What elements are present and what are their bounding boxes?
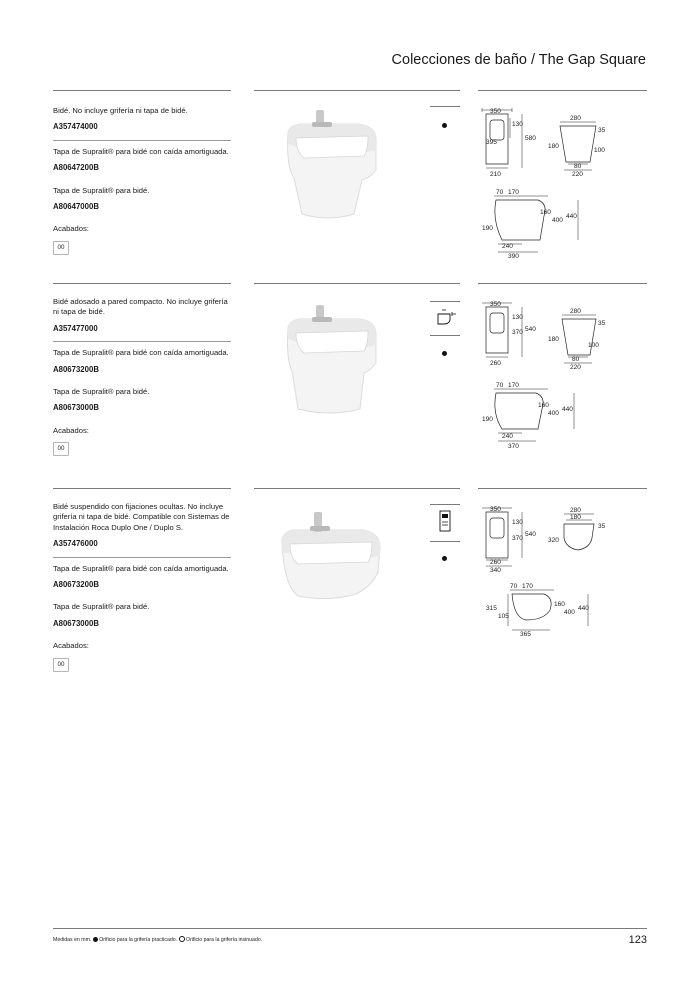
dim-label: 440: [562, 406, 573, 413]
accessory-code: A80673000B: [53, 618, 99, 628]
divider: [53, 341, 231, 342]
product-code: A357474000: [53, 122, 98, 132]
dim-label: 350: [490, 301, 501, 308]
finishes-label: Acabados:: [53, 224, 89, 234]
dim-label: 190: [482, 225, 493, 232]
open-dot-icon: [179, 936, 185, 942]
installation-frame-icon: [430, 508, 460, 536]
accessory-description: Tapa de Supralit® para bidé.: [53, 602, 150, 612]
finishes-label: Acabados:: [53, 425, 89, 435]
divider: [53, 140, 231, 141]
dim-label: 370: [508, 443, 519, 450]
dim-label: 35: [598, 127, 606, 134]
dim-label: 80: [572, 356, 580, 363]
product-code: A357476000: [53, 539, 98, 549]
section-divider: [478, 283, 647, 284]
section-divider: [254, 90, 460, 91]
bidet-photo: [268, 502, 388, 612]
section-divider: [53, 283, 231, 284]
dim-label: 210: [490, 171, 501, 178]
bidet-photo: [268, 104, 388, 224]
accessory-description: Tapa de Supralit® para bidé.: [53, 387, 150, 397]
dim-label: 540: [525, 531, 536, 538]
dim-label: 180: [548, 336, 559, 343]
tap-hole-drilled-icon: [442, 123, 447, 128]
back-to-wall-icon: [430, 306, 460, 328]
dim-label: 365: [520, 631, 531, 638]
dim-label: 100: [594, 147, 605, 154]
dim-label: 240: [502, 243, 513, 250]
dim-label: 440: [566, 213, 577, 220]
icon-divider: [430, 301, 460, 302]
accessory-code: A80673000B: [53, 403, 99, 413]
dim-label: 400: [548, 410, 559, 417]
accessory-description: Tapa de Supralit® para bidé con caída amortiguada.: [53, 146, 229, 156]
accessory-code: A80647000B: [53, 202, 99, 212]
dim-label: 70: [496, 382, 504, 389]
product-description: Bidé. No incluye grifería ni tapa de bidé.: [53, 106, 188, 115]
filled-dot-icon: [93, 937, 98, 942]
dim-label: 320: [548, 537, 559, 544]
finishes-label: Acabados:: [53, 641, 89, 651]
dim-label: 35: [598, 523, 606, 530]
dim-label: 540: [525, 326, 536, 333]
bidet-photo: [268, 297, 388, 417]
dim-label: 170: [522, 583, 533, 590]
dim-label: 180: [570, 514, 581, 521]
dim-label: 440: [578, 605, 589, 612]
section-divider: [478, 488, 647, 489]
tap-hole-drilled-icon: [442, 556, 447, 561]
dim-label: 280: [570, 115, 581, 122]
icon-divider: [430, 541, 460, 542]
footer-note-drilled: Orificio para la grifería practicado.: [99, 937, 178, 943]
dim-label: 340: [490, 567, 501, 574]
icon-divider: [430, 335, 460, 336]
dim-label: 370: [512, 329, 523, 336]
footer-divider: [53, 928, 647, 929]
dim-label: 130: [512, 519, 523, 526]
accessory-code: A80673200B: [53, 580, 99, 590]
accessory-description: Tapa de Supralit® para bidé con caída amortiguada.: [53, 348, 229, 358]
section-divider: [478, 90, 647, 91]
finish-swatch[interactable]: 00: [53, 658, 69, 672]
page-number: 123: [628, 934, 647, 946]
finish-swatch[interactable]: 00: [53, 241, 69, 255]
dim-label: 35: [598, 320, 606, 327]
dim-label: 190: [482, 416, 493, 423]
page-title: Colecciones de baño / The Gap Square: [391, 52, 646, 68]
dim-label: 105: [498, 613, 509, 620]
dim-label: 370: [512, 535, 523, 542]
accessory-description: Tapa de Supralit® para bidé con caída amortiguada.: [53, 563, 229, 573]
technical-drawing: [478, 104, 650, 264]
footer-note-marked: Orificio para la grifería insinuado.: [186, 937, 263, 943]
footer-note-units: Medidas en mm.: [53, 937, 92, 943]
dim-label: 130: [512, 121, 523, 128]
dim-label: 260: [490, 559, 501, 566]
dim-label: 315: [486, 605, 497, 612]
divider: [53, 557, 231, 558]
dim-label: 170: [508, 382, 519, 389]
dim-label: 220: [572, 171, 583, 178]
dim-label: 80: [574, 163, 582, 170]
dim-label: 160: [538, 402, 549, 409]
dim-label: 280: [570, 507, 581, 514]
finish-swatch[interactable]: 00: [53, 442, 69, 456]
accessory-code: A80673200B: [53, 364, 99, 374]
dim-label: 580: [525, 135, 536, 142]
icon-divider: [430, 106, 460, 107]
dim-label: 70: [510, 583, 518, 590]
section-divider: [254, 488, 460, 489]
product-description: Bidé adosado a pared compacto. No incluye grifería ni tapa de bidé.: [53, 297, 228, 317]
dim-label: 390: [508, 253, 519, 260]
dim-label: 160: [540, 209, 551, 216]
tap-hole-drilled-icon: [442, 351, 447, 356]
section-divider: [254, 283, 460, 284]
footer-note: [53, 936, 262, 943]
section-divider: [53, 90, 231, 91]
dim-label: 350: [490, 108, 501, 115]
dim-label: 395: [486, 139, 497, 146]
dim-label: 220: [570, 364, 581, 371]
dim-label: 160: [554, 601, 565, 608]
dim-label: 170: [508, 189, 519, 196]
dim-label: 240: [502, 433, 513, 440]
technical-drawing: [478, 297, 650, 457]
section-divider: [53, 488, 231, 489]
dim-label: 180: [548, 143, 559, 150]
dim-label: 400: [552, 217, 563, 224]
accessory-code: A80647200B: [53, 163, 99, 173]
dim-label: 130: [512, 314, 523, 321]
dim-label: 280: [570, 308, 581, 315]
product-code: A357477000: [53, 323, 98, 333]
icon-divider: [430, 504, 460, 505]
dim-label: 400: [564, 609, 575, 616]
dim-label: 350: [490, 506, 501, 513]
technical-drawing: [478, 502, 650, 652]
product-description: Bidé suspendido con fijaciones ocultas. No incluye grifería ni tapa de bidé. Compatible con Sistemas de Instalación Roca Duplo One / Duplo S.: [53, 502, 230, 532]
accessory-description: Tapa de Supralit® para bidé.: [53, 185, 150, 195]
dim-label: 100: [588, 342, 599, 349]
dim-label: 70: [496, 189, 504, 196]
dim-label: 260: [490, 360, 501, 367]
